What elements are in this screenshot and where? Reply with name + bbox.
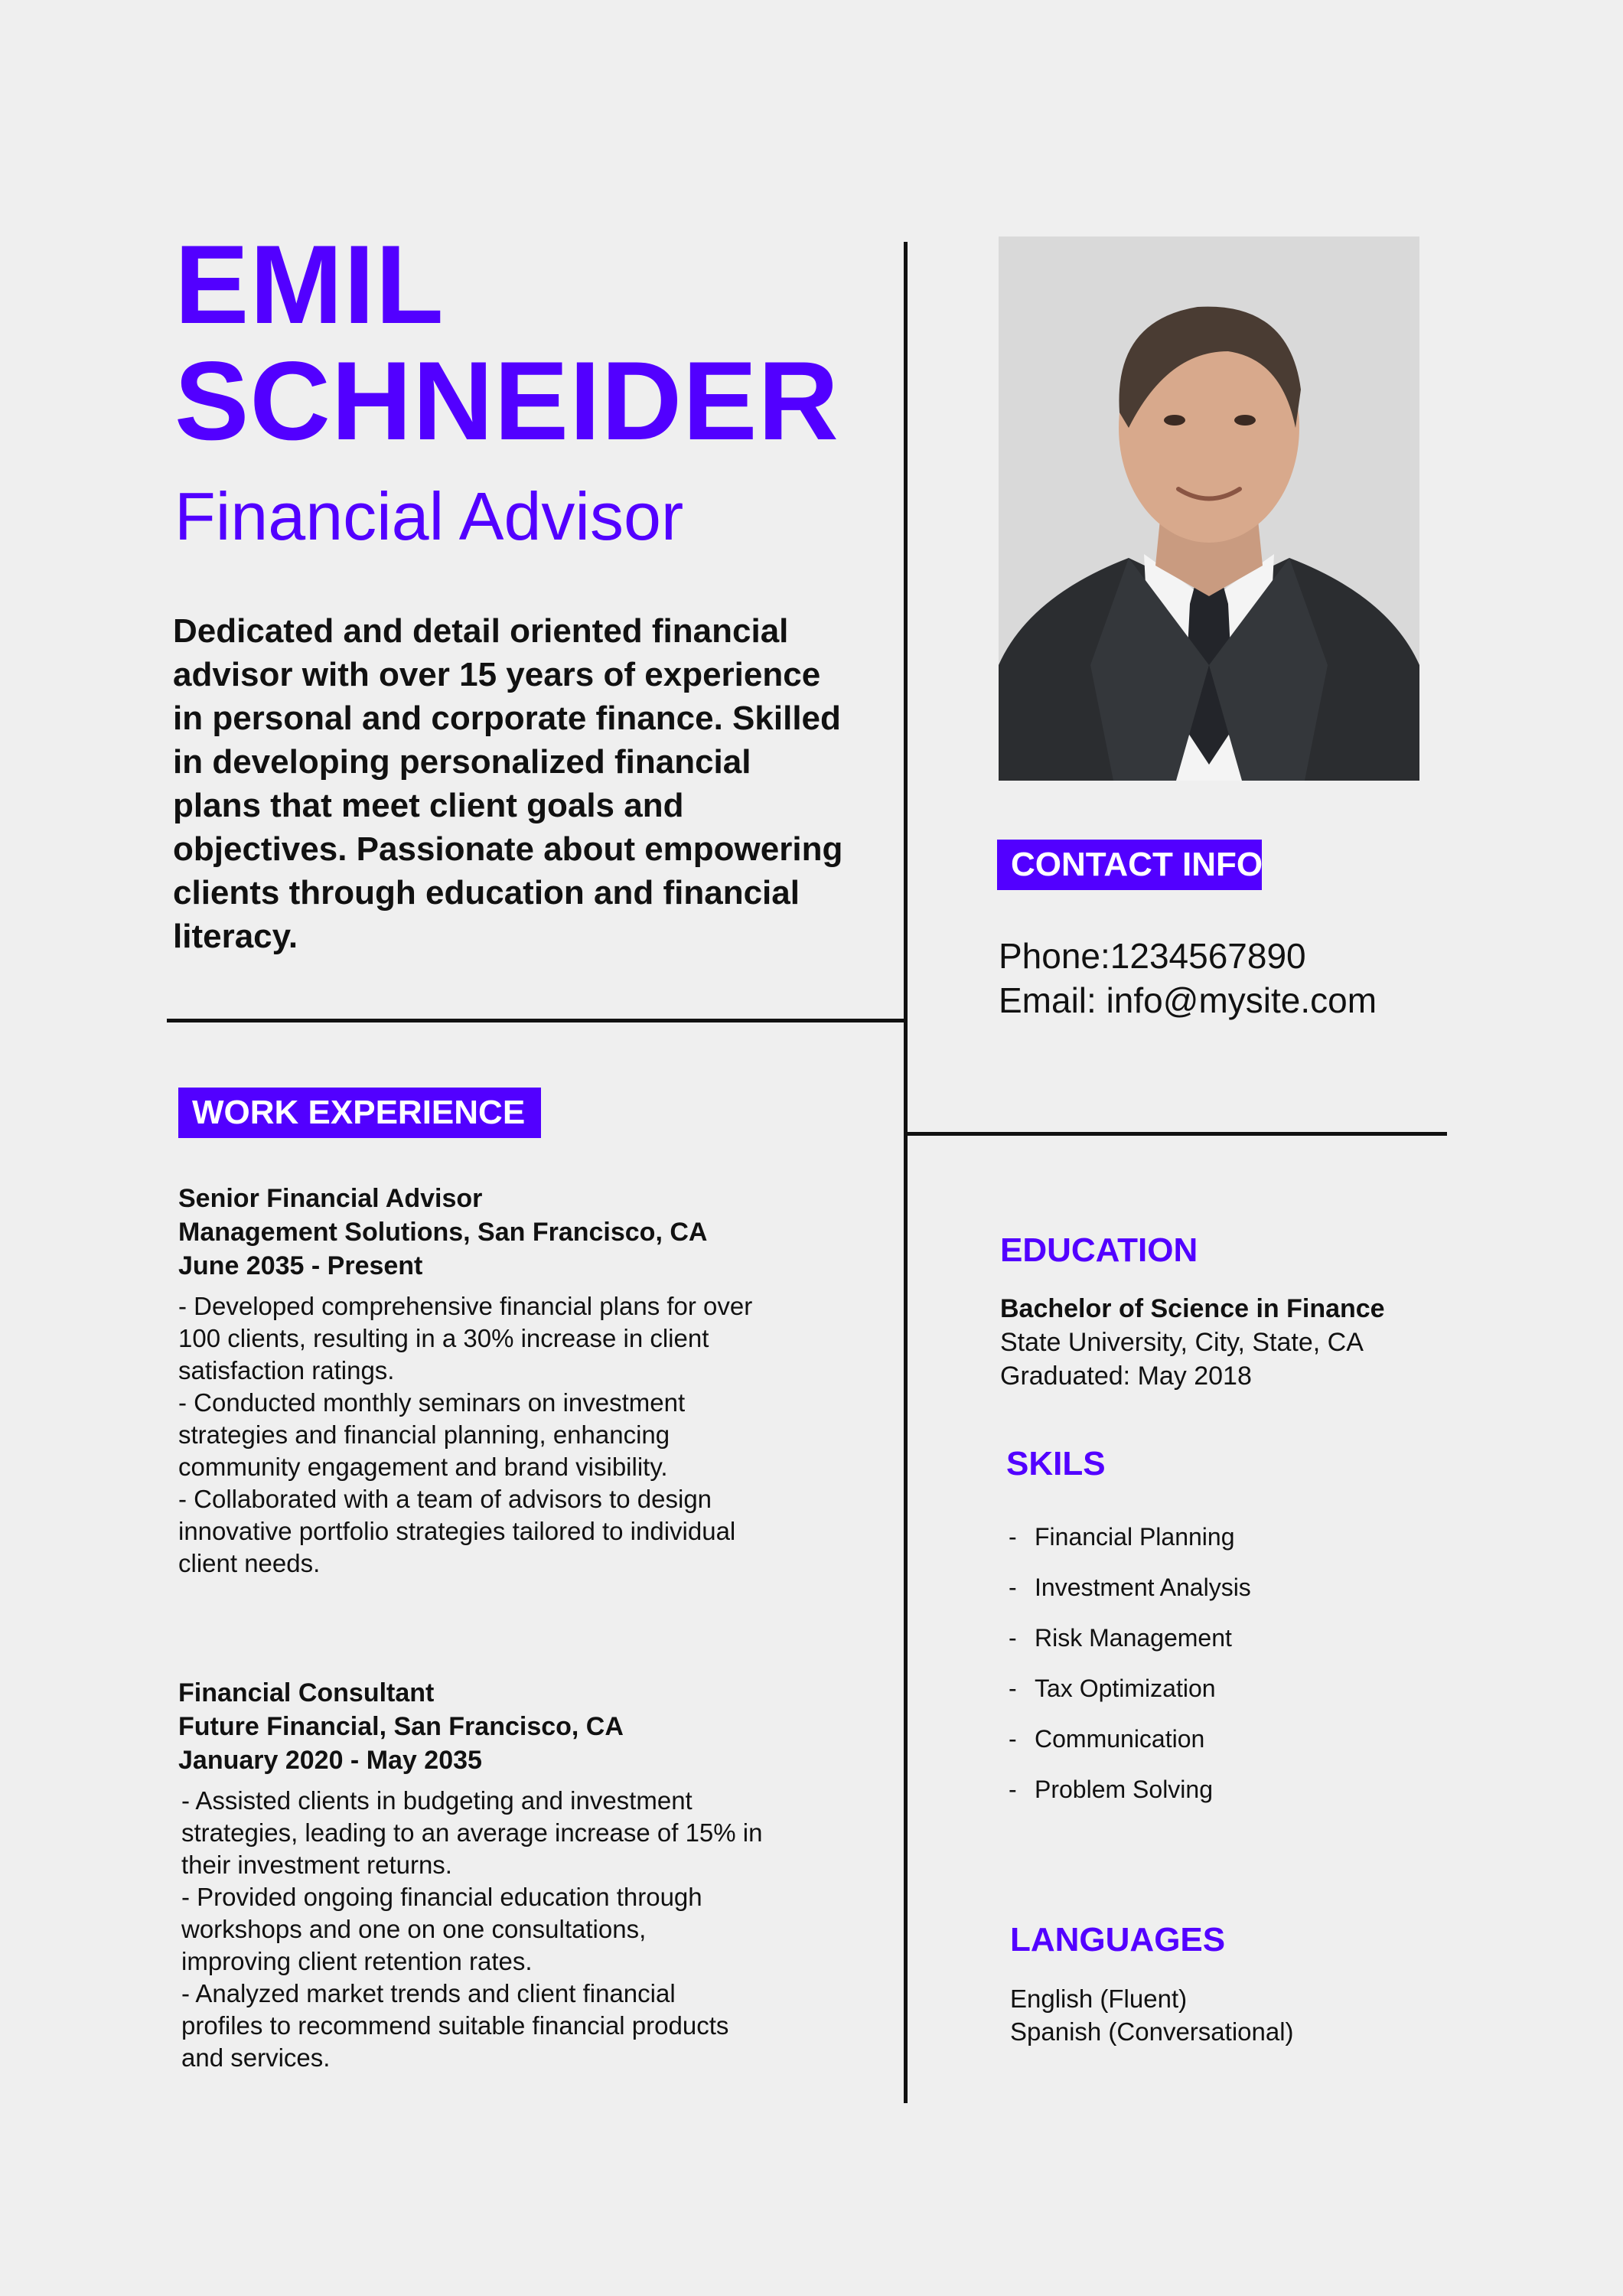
list-item: - Financial Planning xyxy=(1009,1523,1235,1551)
full-name xyxy=(174,222,863,463)
job-company: Management Solutions, San Francisco, CA xyxy=(178,1218,708,1247)
degree: Bachelor of Science in Finance xyxy=(1000,1294,1385,1323)
skills-heading: SKILS xyxy=(1006,1445,1106,1482)
job-entry xyxy=(178,1676,806,2074)
list-item: - Risk Management xyxy=(1009,1624,1232,1652)
education-details xyxy=(1000,1292,1536,1393)
profile-photo xyxy=(999,236,1419,781)
skill-label: Communication xyxy=(1035,1725,1205,1753)
skill-label: Tax Optimization xyxy=(1035,1675,1216,1702)
job-dates: January 2020 - May 2035 xyxy=(178,1746,482,1775)
skill-label: Financial Planning xyxy=(1035,1523,1235,1551)
language-item: English (Fluent) xyxy=(1010,1985,1188,2013)
graduation-date: Graduated: May 2018 xyxy=(1000,1362,1252,1391)
job-details: - Developed comprehensive financial plans for over 100 clients, resulting in a 30% increase in client satisfaction ratings. - Conducted monthly seminars on investment strategies and financial planning, enhancing community engagement and brand visibility. - Collaborated with a team of advisors to design innovative portfolio strategies tailored to individual client needs. xyxy=(178,1292,753,1577)
job-details: - Assisted clients in budgeting and investment strategies, leading to an average increase of 15% in their investment returns. - Provided ongoing financial education through workshops and one on one consultations, improving client retention rates. - Analyzed market trends and client financial profiles to recommend suitable financial products and services. xyxy=(181,1786,763,2072)
skill-label: Risk Management xyxy=(1035,1624,1232,1652)
languages-heading: LANGUAGES xyxy=(1010,1921,1226,1958)
vertical-divider xyxy=(904,242,908,2103)
profile-summary: Dedicated and detail oriented financial advisor with over 15 years of experience in personal and corporate finance. Skilled in developing personalized financial plans that meet client goals and objectives. Passionate about empowering clients through education and financial literacy. xyxy=(173,612,843,955)
list-item: - Tax Optimization xyxy=(1009,1675,1216,1702)
contact-details xyxy=(999,934,1534,1022)
first-name: EMIL xyxy=(174,222,445,347)
last-name: SCHNEIDER xyxy=(174,338,839,463)
job-role: Financial Consultant xyxy=(178,1678,435,1707)
email-text: Email: info@mysite.com xyxy=(999,980,1377,1020)
language-item: Spanish (Conversational) xyxy=(1010,2017,1294,2046)
skill-label: Investment Analysis xyxy=(1035,1574,1251,1601)
contact-info-heading: CONTACT INFO xyxy=(997,840,1262,890)
job-dates: June 2035 - Present xyxy=(178,1251,423,1280)
education-heading: EDUCATION xyxy=(1000,1231,1198,1269)
skill-label: Problem Solving xyxy=(1035,1776,1213,1803)
portrait-illustration xyxy=(999,236,1419,781)
list-item: - Problem Solving xyxy=(1009,1776,1213,1803)
phone-text: Phone:1234567890 xyxy=(999,936,1306,976)
job-title: Financial Advisor xyxy=(174,478,684,554)
left-horizontal-divider xyxy=(167,1019,906,1022)
school: State University, City, State, CA xyxy=(1000,1328,1364,1357)
right-horizontal-divider xyxy=(905,1132,1447,1136)
job-role: Senior Financial Advisor xyxy=(178,1184,483,1213)
job-company: Future Financial, San Francisco, CA xyxy=(178,1712,624,1741)
job-entry xyxy=(178,1182,806,1580)
languages-list xyxy=(1010,1982,1294,2048)
skills-list xyxy=(1009,1512,1251,1815)
work-experience-heading: WORK EXPERIENCE xyxy=(178,1088,541,1138)
list-item: - Investment Analysis xyxy=(1009,1574,1251,1601)
list-item: - Communication xyxy=(1009,1725,1205,1753)
